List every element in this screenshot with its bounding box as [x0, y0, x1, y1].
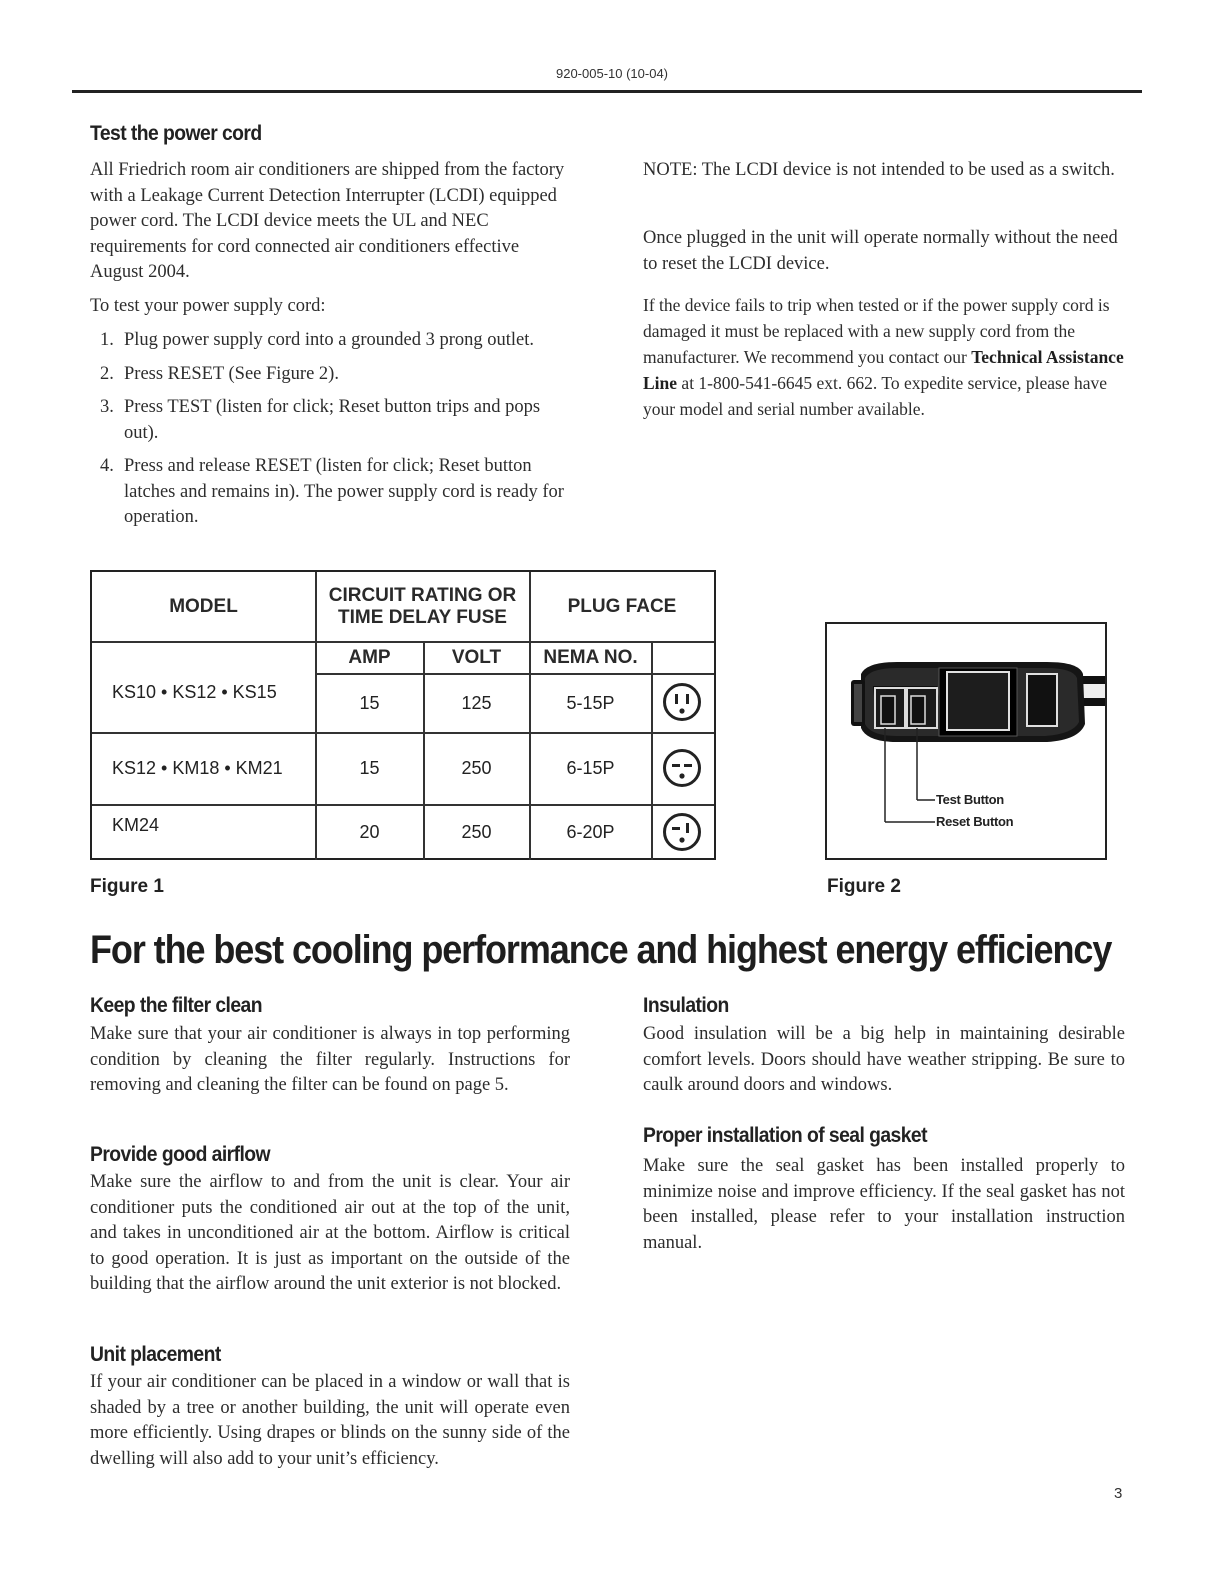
- airflow-text: Make sure the airflow to and from the unit is clear. Your air conditioner puts the conditioned air out at the top of the unit, and takes in unconditioned air at the bottom. Airflow is critical to good operation. It is just as important on the outside of the building that the airflow around the unit exterior is not blocked.: [90, 1172, 570, 1294]
- row2-model: KS12 • KM18 • KM21: [112, 758, 283, 778]
- header-circuit-rating: CIRCUIT RATING OR TIME DELAY FUSE: [328, 584, 517, 628]
- filter-text: Make sure that your air conditioner is always in top performing condition by cleaning the filter regularly. Instructions for removing and cleaning the filter can be found on page 5.: [90, 1024, 570, 1095]
- gasket-heading: Proper installation of seal gasket: [643, 1124, 928, 1147]
- row3-nema: 6-20P: [566, 822, 615, 842]
- figure1-rating-table: [90, 570, 716, 860]
- row3-amp: 20: [359, 822, 380, 842]
- test-steps-list: [90, 328, 572, 539]
- row2-volt: 250: [461, 758, 492, 778]
- gasket-text: Make sure the seal gasket has been installed properly to minimize noise and improve efficiency. If the seal gasket has not been installed, please refer to your installation instruction manual.: [643, 1156, 1125, 1253]
- test-step: 2. Press RESET (See Figure 2).: [100, 363, 339, 384]
- figure1-label: Figure 1: [90, 876, 164, 897]
- test-cord-lead: To test your power supply cord:: [90, 296, 326, 316]
- nema-6-15p-plug-icon: [663, 749, 701, 787]
- test-cord-intro: All Friedrich room air conditioners are shipped from the factory with a Leakage Current Detection Interrupter (LCDI) equipped power cord. The LCDI device meets the UL and NEC requirements for cord connected air conditioners effective August 2004.: [90, 160, 565, 282]
- insulation-heading: Insulation: [643, 994, 729, 1017]
- placement-text: If your air conditioner can be placed in a window or wall that is shaded by a tree or another building, the unit will operate even more efficiently. Using drapes or blinds on the sunny side of the dwelling will also add to your unit’s efficiency.: [90, 1372, 570, 1469]
- header-model: MODEL: [169, 595, 238, 617]
- table-divider: [651, 642, 653, 860]
- row1-model: KS10 • KS12 • KS15: [112, 681, 277, 702]
- row3-volt: 250: [461, 822, 492, 842]
- test-step: 3. Press TEST (listen for click; Reset button trips and pops out).: [100, 397, 541, 443]
- header-plug-face: PLUG FACE: [567, 595, 677, 617]
- efficiency-title: For the best cooling performance and highest energy efficiency: [90, 928, 1112, 972]
- test-step: 4. Press and release RESET (listen for click; Reset button latches and remains in). The power supply cord is ready for operation.: [100, 456, 564, 527]
- header-amp: AMP: [348, 646, 391, 668]
- lcdi-once-plugged: Once plugged in the unit will operate normally without the need to reset the LCDI device.: [643, 228, 1118, 274]
- test-button-callout: Test Button: [936, 792, 1004, 807]
- reset-button-callout: Reset Button: [936, 814, 1014, 829]
- header-nema: NEMA NO.: [543, 646, 638, 668]
- row2-nema: 6-15P: [566, 758, 615, 778]
- nema-5-15p-plug-icon: [663, 683, 701, 721]
- header-volt: VOLT: [451, 646, 502, 668]
- row1-volt: 125: [461, 692, 492, 713]
- figure2-label: Figure 2: [827, 876, 901, 897]
- placement-heading: Unit placement: [90, 1343, 221, 1366]
- technical-assistance-line: Technical Assistance Line: [643, 347, 1124, 393]
- airflow-heading: Provide good airflow: [90, 1143, 271, 1166]
- document-code: 920-005-10 (10-04): [555, 66, 669, 81]
- lcdi-fail-paragraph: If the device fails to trip when tested or if the power supply cord is damaged it must be replaced with a new supply cord from the manufacturer. We recommend you contact our Technical Assistance Line at 1-800-541-6645 ext. 662. To expedite service, please have your model and serial number available.: [643, 295, 1124, 419]
- lcdi-note: NOTE: The LCDI device is not intended to be used as a switch.: [643, 160, 1115, 180]
- header-rule: [72, 90, 1142, 93]
- row3-model: KM24: [112, 814, 160, 835]
- page-number: 3: [1114, 1485, 1123, 1502]
- row1-amp: 15: [359, 692, 380, 713]
- filter-heading: Keep the filter clean: [90, 994, 263, 1017]
- row1-nema: 5-15P: [566, 692, 615, 713]
- row2-amp: 15: [359, 758, 380, 778]
- test-step: 1. Plug power supply cord into a grounded 3 prong outlet.: [100, 330, 535, 350]
- test-cord-heading: Test the power cord: [90, 122, 262, 145]
- insulation-text: Good insulation will be a big help in maintaining desirable comfort levels. Doors should have weather stripping. Be sure to caulk around doors and windows.: [643, 1024, 1125, 1095]
- figure2-lcdi-plug-illustration: [825, 622, 1107, 860]
- nema-6-20p-plug-icon: [663, 813, 701, 851]
